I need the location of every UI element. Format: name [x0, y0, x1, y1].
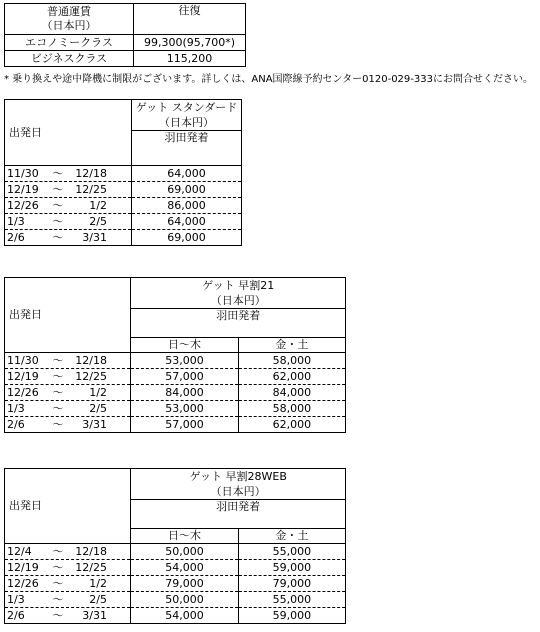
- table-row: [5, 417, 346, 433]
- regular-fare-table: [4, 3, 246, 67]
- date-sep: ～: [52, 230, 64, 244]
- price-weekend: 79,000: [238, 576, 345, 592]
- airport-label: 羽田発着: [131, 500, 346, 529]
- date-range-cell: [5, 576, 131, 592]
- fare-header-roundtrip: 往復: [134, 4, 246, 35]
- date-to: 1/2: [89, 385, 107, 399]
- table-row: [5, 214, 242, 230]
- date-to: 3/31: [82, 608, 107, 622]
- date-range-cell: [5, 198, 132, 214]
- date-from: 12/4: [7, 544, 32, 558]
- date-to: 12/18: [75, 353, 107, 367]
- date-from: 2/6: [7, 417, 25, 431]
- get-standard-table: [4, 99, 242, 246]
- currency-label: （日本円）: [132, 115, 242, 131]
- table-row: [5, 166, 242, 182]
- date-sep: ～: [52, 385, 64, 399]
- price: 69,000: [132, 182, 242, 198]
- airport-label: 羽田発着: [131, 309, 346, 338]
- price-weekday: 79,000: [131, 576, 238, 592]
- fare-price-economy: 99,300(95,700*): [134, 35, 246, 51]
- date-sep: ～: [52, 608, 64, 622]
- date-range-cell: [5, 385, 131, 401]
- price-weekday: 54,000: [131, 560, 238, 576]
- price-weekday: 84,000: [131, 385, 238, 401]
- date-sep: ～: [52, 166, 64, 180]
- date-to: 2/5: [89, 214, 107, 228]
- date-range-cell: [5, 608, 131, 624]
- col-weekday: 日～木: [131, 529, 238, 544]
- date-from: 2/6: [7, 608, 25, 622]
- date-range-cell: [5, 544, 131, 560]
- price-weekend: 62,000: [238, 369, 345, 385]
- date-from: 12/26: [7, 198, 39, 212]
- price-weekend: 59,000: [238, 608, 345, 624]
- fare-header-class: [5, 4, 134, 35]
- date-sep: ～: [52, 369, 64, 383]
- date-sep: ～: [52, 417, 64, 431]
- date-range-cell: [5, 369, 131, 385]
- col-weekend: 金・土: [238, 529, 345, 544]
- table-row: [5, 353, 346, 369]
- date-from: 12/19: [7, 369, 39, 383]
- dep-date-header: 出発日: [5, 100, 132, 166]
- table-row: [5, 369, 346, 385]
- date-from: 12/19: [7, 560, 39, 574]
- early21-table: [4, 277, 346, 433]
- price: 64,000: [132, 166, 242, 182]
- fare-name: ゲット 早割28WEB: [131, 469, 346, 485]
- price-weekend: 62,000: [238, 417, 345, 433]
- date-sep: ～: [52, 592, 64, 606]
- price-weekday: 50,000: [131, 544, 238, 560]
- date-to: 2/5: [89, 401, 107, 415]
- price-weekend: 55,000: [238, 544, 345, 560]
- price-weekend: 84,000: [238, 385, 345, 401]
- price-weekday: 50,000: [131, 592, 238, 608]
- date-sep: ～: [52, 560, 64, 574]
- date-from: 12/26: [7, 385, 39, 399]
- fare-header-line2: （日本円）: [41, 19, 97, 32]
- price-weekday: 54,000: [131, 608, 238, 624]
- date-to: 3/31: [82, 230, 107, 244]
- price-weekday: 57,000: [131, 417, 238, 433]
- early28web-table: [4, 468, 346, 624]
- fare-note: * 乗り換えや途中降機に制限がございます。詳しくは、ANA国際線予約センター0120-029-333にお問合せください。: [4, 74, 533, 85]
- date-to: 12/18: [75, 166, 107, 180]
- date-range-cell: [5, 401, 131, 417]
- date-to: 1/2: [89, 198, 107, 212]
- date-sep: ～: [52, 182, 64, 196]
- date-sep: ～: [52, 353, 64, 367]
- table-row: [5, 544, 346, 560]
- date-from: 2/6: [7, 230, 25, 244]
- date-from: 11/30: [7, 166, 39, 180]
- price-weekend: 55,000: [238, 592, 345, 608]
- col-weekend: 金・土: [238, 338, 345, 353]
- date-to: 2/5: [89, 592, 107, 606]
- price-weekend: 58,000: [238, 401, 345, 417]
- date-sep: ～: [52, 576, 64, 590]
- date-from: 1/3: [7, 214, 25, 228]
- date-to: 3/31: [82, 417, 107, 431]
- date-range-cell: [5, 214, 132, 230]
- date-to: 12/25: [75, 560, 107, 574]
- price-weekday: 57,000: [131, 369, 238, 385]
- fare-name: ゲット 早割21: [131, 278, 346, 294]
- date-from: 12/19: [7, 182, 39, 196]
- date-range-cell: [5, 353, 131, 369]
- date-to: 12/18: [75, 544, 107, 558]
- date-from: 1/3: [7, 401, 25, 415]
- airport-label: 羽田発着: [132, 131, 242, 166]
- col-weekday: 日～木: [131, 338, 238, 353]
- fare-header-line1: 普通運賃: [47, 5, 91, 18]
- table-row: [5, 182, 242, 198]
- currency-label: （日本円）: [131, 293, 346, 309]
- date-range-cell: [5, 417, 131, 433]
- table-row: [5, 230, 242, 246]
- table-row: [5, 592, 346, 608]
- date-range-cell: [5, 592, 131, 608]
- fare-name: ゲット スタンダード: [132, 100, 242, 116]
- date-range-cell: [5, 230, 132, 246]
- price-weekend: 59,000: [238, 560, 345, 576]
- dep-date-header: 出発日: [5, 278, 131, 353]
- date-sep: ～: [52, 198, 64, 212]
- table-row: [5, 560, 346, 576]
- price-weekday: 53,000: [131, 353, 238, 369]
- date-range-cell: [5, 166, 132, 182]
- date-to: 12/25: [75, 182, 107, 196]
- price-weekend: 58,000: [238, 353, 345, 369]
- date-sep: ～: [52, 401, 64, 415]
- price: 86,000: [132, 198, 242, 214]
- date-range-cell: [5, 560, 131, 576]
- table-row: [5, 576, 346, 592]
- currency-label: （日本円）: [131, 484, 346, 500]
- price-weekday: 53,000: [131, 401, 238, 417]
- date-to: 1/2: [89, 576, 107, 590]
- price: 64,000: [132, 214, 242, 230]
- table-row: [5, 608, 346, 624]
- table-row: [5, 401, 346, 417]
- date-to: 12/25: [75, 369, 107, 383]
- date-from: 1/3: [7, 592, 25, 606]
- table-row: [5, 385, 346, 401]
- table-row: [5, 198, 242, 214]
- dep-date-header: 出発日: [5, 469, 131, 544]
- fare-class-business: ビジネスクラス: [5, 51, 134, 67]
- date-sep: ～: [52, 544, 64, 558]
- price: 69,000: [132, 230, 242, 246]
- date-range-cell: [5, 182, 132, 198]
- fare-price-business: 115,200: [134, 51, 246, 67]
- fare-class-economy: エコノミークラス: [5, 35, 134, 51]
- date-sep: ～: [52, 214, 64, 228]
- date-from: 11/30: [7, 353, 39, 367]
- date-from: 12/26: [7, 576, 39, 590]
